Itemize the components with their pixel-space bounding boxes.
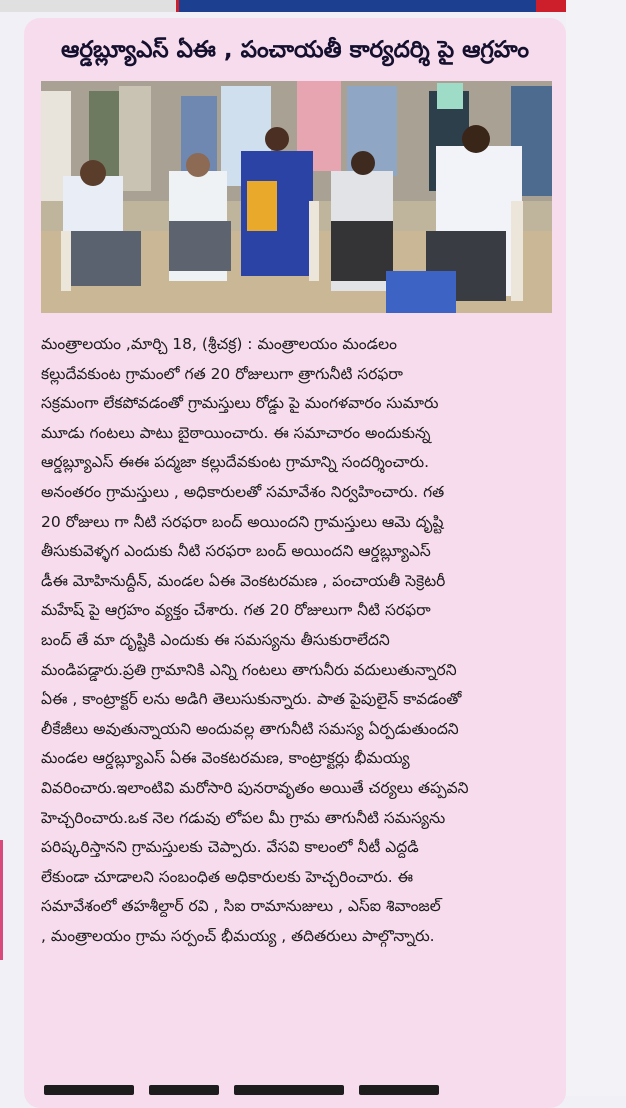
page-margin	[566, 0, 626, 1096]
masthead-strip	[0, 0, 566, 12]
body-line: తీసుకువెళ్ళగ ఎందుకు నీటి సరఫరా బంద్ అయిందని ఆర్డబ్ల్యూఎస్	[41, 542, 431, 561]
body-line: కల్లుదేవకుంట గ్రామంలో గత 20 రోజులుగా త్రాగునీటి సరఫరా	[41, 364, 403, 383]
meeting-photo	[41, 81, 552, 313]
body-line: అనంతరం గ్రామస్తులు , అధికారులతో సమావేశం నిర్వహించారు. గత	[41, 482, 445, 501]
article-body	[41, 330, 563, 951]
article-headline: ఆర్డబ్ల్యూఎస్ ఏఈ , పంచాయతీ కార్యదర్శి పై ఆగ్రహం	[61, 37, 529, 63]
body-line: సమావేశంలో తహశీల్దార్ రవి , సిఐ రామానుజులు , ఎస్ఐ శివాంజల్	[41, 897, 441, 916]
body-line: లేకుండా చూడాలని సంబంధిత అధికారులకు హెచ్చరించారు. ఈ	[41, 867, 414, 886]
body-line: 20 రోజులు గా నీటి సరఫరా బంద్ అయిందని గ్రామస్తులు ఆమె దృష్టి	[41, 512, 444, 531]
body-line: ఏఈ , కాంట్రాక్టర్ లను అడిగి తెలుసుకున్నారు. పాత పైపులైన్ కావడంతో	[41, 690, 462, 709]
body-line: మహేష్ పై ఆగ్రహం వ్యక్తం చేశారు. గత 20 రోజులుగా నీటి సరఫరా	[41, 601, 431, 620]
body-line: , మంత్రాలయం గ్రామ సర్పంచ్ భీమయ్య , తదితరులు పాల్గొన్నారు.	[41, 926, 435, 945]
masthead-strip-right	[536, 0, 566, 12]
body-line: మంత్రాలయం ,మార్చి 18, (శ్రీచక్ర) : మంత్రాలయం మండలం	[41, 335, 397, 353]
teaser-word	[149, 1085, 219, 1095]
body-line: మండిపడ్డారు.ప్రతి గ్రామానికి ఎన్ని గంటలు తాగునీరు వదులుతున్నారని	[41, 660, 457, 679]
edge-mark	[0, 840, 3, 960]
body-line: ఆర్డబ్ల్యూఎస్ ఈఈ పద్మజా కల్లుదేవకుంట గ్రామాన్ని సందర్శించారు.	[41, 453, 430, 472]
teaser-word	[359, 1085, 439, 1095]
body-line: డీఈ మోహినుద్దీన్, మండల ఏఈ వెంకటరమణ , పంచాయతీ సెక్రెటరీ	[41, 571, 446, 590]
body-line: మండల ఆర్డబ్ల్యూఎస్ ఏఈ వెంకటరమణ, కాంట్రాక్టర్లు భీమయ్య	[41, 749, 410, 768]
next-article-teaser	[44, 1080, 544, 1096]
masthead-strip-left	[0, 0, 179, 12]
teaser-word	[234, 1085, 344, 1095]
body-line: పరిష్కరిస్తానని గ్రామస్తులకు చెప్పారు. వేసవి కాలంలో నీటీ ఎద్దడి	[41, 838, 419, 857]
body-line: సక్రమంగా లేకపోవడంతో గ్రామస్తులు రోడ్డు పై మంగళవారం సుమారు	[41, 394, 439, 413]
body-line: మూడు గంటలు పాటు బైఠాయించారు. ఈ సమాచారం అందుకున్న	[41, 423, 431, 442]
body-line: హెచ్చరించారు.ఒక నెల గడువు లోపల మీ గ్రామ తాగునీటి సమస్యను	[41, 808, 446, 827]
teaser-word	[44, 1085, 134, 1095]
body-line: లీకేజీలు అవుతున్నాయని అందువల్ల తాగునీటి సమస్య ఏర్పడుతుందని	[41, 719, 459, 738]
body-line: వివరించారు.ఇలాంటివి మరోసారి పునరావృతం అయితే చర్యలు తప్పవని	[41, 778, 469, 797]
body-line: బంద్ తే మా దృష్టికి ఎందుకు ఈ సమస్యను తీసుకురాలేదని	[41, 630, 390, 649]
